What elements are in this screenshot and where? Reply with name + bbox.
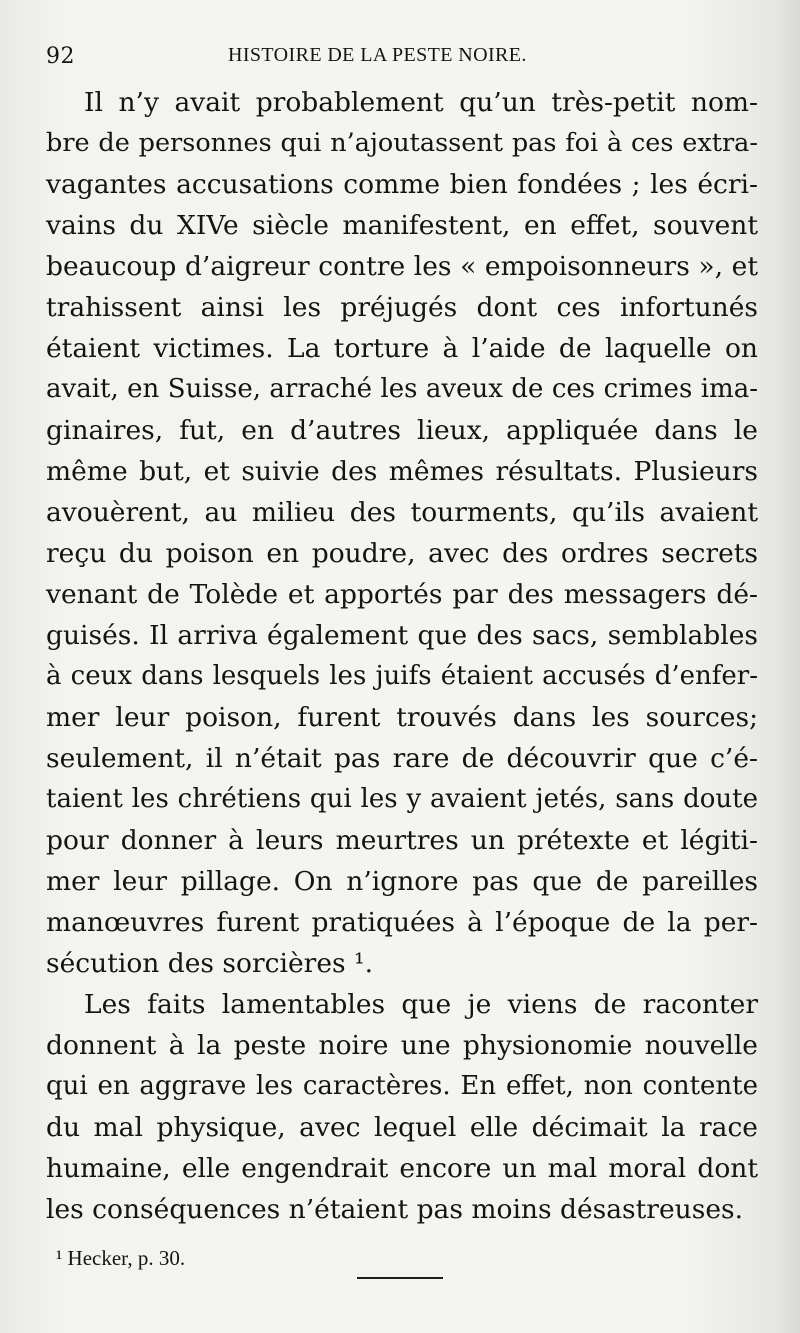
text-line: les conséquences n’étaient pas moins désastreuses. bbox=[46, 1194, 744, 1225]
running-title: HISTOIRE DE LA PESTE NOIRE. bbox=[228, 44, 527, 66]
text-line: taient les chrétiens qui les y avaient jetés, sans doute bbox=[46, 784, 758, 814]
text-line: vagantes accusations comme bien fondées ; les écri- bbox=[46, 169, 758, 200]
text-line: venant de Tolède et apportés par des messagers dé- bbox=[46, 579, 758, 610]
text-line: mer leur pillage. On n’ignore pas que de pareilles bbox=[46, 866, 758, 897]
text-line: trahissent ainsi les préjugés dont ces infortunés bbox=[46, 292, 758, 323]
text-line: guisés. Il arriva également que des sacs, semblables bbox=[46, 620, 758, 651]
text-line: manœuvres furent pratiquées à l’époque de la per- bbox=[46, 907, 758, 938]
text-line: vains du XIVe siècle manifestent, en effet, souvent bbox=[46, 210, 758, 241]
paragraph-1 bbox=[46, 82, 758, 984]
footnote: ¹ Hecker, p. 30. bbox=[56, 1246, 186, 1270]
text-line: Il n’y avait probablement qu’un très-petit nom- bbox=[84, 87, 758, 118]
text-line: à ceux dans lesquels les juifs étaient accusés d’enfer- bbox=[46, 661, 758, 691]
text-line: du mal physique, avec lequel elle décimait la race bbox=[46, 1112, 758, 1143]
text-line: avait, en Suisse, arraché les aveux de ces crimes ima- bbox=[46, 374, 758, 404]
text-line: humaine, elle engendrait encore un mal moral dont bbox=[46, 1153, 758, 1184]
body-text bbox=[46, 82, 758, 1230]
text-line: donnent à la peste noire une physionomie nouvelle bbox=[46, 1030, 758, 1061]
paragraph-2 bbox=[46, 984, 758, 1230]
text-line: sécution des sorcières ¹. bbox=[46, 948, 374, 979]
text-line: qui en aggrave les caractères. En effet, non contente bbox=[46, 1071, 758, 1101]
text-line: seulement, il n’était pas rare de découvrir que c’é- bbox=[46, 743, 758, 774]
text-line: pour donner à leurs meurtres un prétexte et légiti- bbox=[46, 825, 758, 856]
text-line: même but, et suivie des mêmes résultats. Plusieurs bbox=[46, 456, 758, 487]
text-line: beaucoup d’aigreur contre les « empoisonneurs », et bbox=[46, 251, 758, 282]
page-number: 92 bbox=[46, 44, 75, 69]
text-line: avouèrent, au milieu des tourments, qu’ils avaient bbox=[46, 497, 758, 528]
text-line: reçu du poison en poudre, avec des ordres secrets bbox=[46, 538, 758, 569]
text-line: ginaires, fut, en d’autres lieux, appliquée dans le bbox=[46, 415, 758, 446]
footnote-divider bbox=[357, 1277, 443, 1279]
text-line: étaient victimes. La torture à l’aide de laquelle on bbox=[46, 333, 758, 364]
text-line: Les faits lamentables que je viens de raconter bbox=[84, 989, 758, 1020]
text-line: mer leur poison, furent trouvés dans les sources; bbox=[46, 702, 758, 733]
text-line: bre de personnes qui n’ajoutassent pas foi à ces extra- bbox=[46, 128, 758, 158]
